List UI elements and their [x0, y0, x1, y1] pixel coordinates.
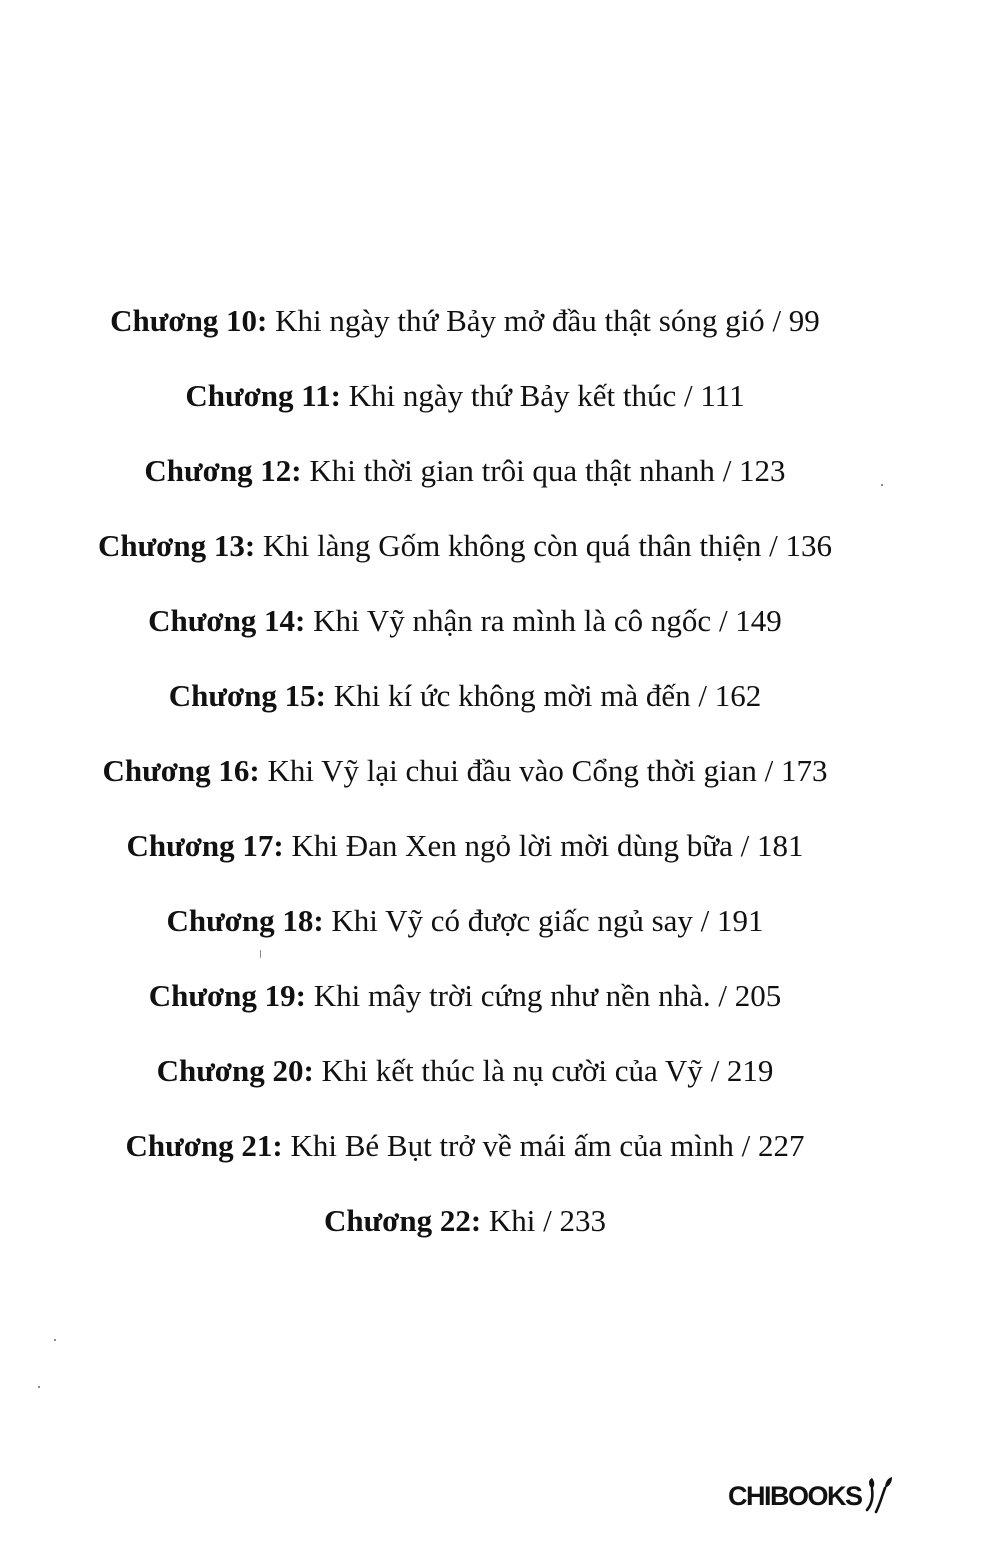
scan-speck [881, 484, 883, 486]
chapter-page: / 191 [700, 903, 764, 938]
chapter-label: Chương 12: [144, 453, 302, 488]
chapter-page: / 205 [718, 978, 782, 1013]
chapter-label: Chương 10: [110, 303, 268, 338]
chapter-page: / 123 [722, 453, 786, 488]
chapter-label: Chương 14: [148, 603, 306, 638]
chapter-page: / 181 [740, 828, 804, 863]
chapter-title: Khi ngày thứ Bảy kết thúc [348, 378, 677, 413]
chapter-page: / 149 [718, 603, 782, 638]
toc-entry-15 [0, 671, 930, 746]
scan-speck [54, 1339, 56, 1341]
chapter-label: Chương 11: [185, 378, 341, 413]
chapter-label: Chương 22: [323, 1203, 482, 1238]
scan-speck [38, 1386, 40, 1388]
chapter-title: Khi Bé Bụt trở về mái ấm của mình [290, 1128, 734, 1163]
toc-entry-18 [0, 896, 930, 971]
chapter-page: / 227 [741, 1128, 805, 1163]
toc-entry-22 [0, 1196, 930, 1271]
chapter-page: / 233 [543, 1203, 607, 1238]
chapter-label: Chương 21: [125, 1128, 283, 1163]
chapter-title: Khi kết thúc là nụ cười của Vỹ [321, 1053, 703, 1088]
toc-entry-19 [0, 971, 930, 1046]
chapter-title: Khi làng Gốm không còn quá thân thiện [262, 528, 762, 563]
chapter-label: Chương 17: [126, 828, 284, 863]
chapter-page: / 219 [710, 1053, 774, 1088]
toc-entry-10 [0, 296, 930, 371]
toc-entry-13 [0, 521, 930, 596]
chapter-label: Chương 19: [148, 978, 306, 1013]
toc-entry-21 [0, 1121, 930, 1196]
leaf-sprout-icon [863, 1476, 893, 1516]
scan-speck [260, 950, 261, 958]
toc-entry-12 [0, 446, 930, 521]
chapter-title: Khi thời gian trôi qua thật nhanh [309, 453, 715, 488]
chapter-page: / 136 [769, 528, 833, 563]
chapter-label: Chương 20: [156, 1053, 314, 1088]
chapter-label: Chương 18: [166, 903, 324, 938]
publisher-logo-text: CHIBOOKS [728, 1480, 862, 1511]
chapter-title: Khi ngày thứ Bảy mở đầu thật sóng gió [275, 303, 765, 338]
chapter-title: Khi Vỹ có được giấc ngủ say [331, 903, 693, 938]
chapter-page: / 162 [698, 678, 762, 713]
chapter-title: Khi Đan Xen ngỏ lời mời dùng bữa [291, 828, 733, 863]
toc-entry-20 [0, 1046, 930, 1121]
toc-entry-16 [0, 746, 930, 821]
chapter-label: Chương 16: [102, 753, 260, 788]
chapter-title: Khi Vỹ lại chui đầu vào Cổng thời gian [267, 753, 757, 788]
chapter-title: Khi [488, 1203, 536, 1238]
chapter-title: Khi Vỹ nhận ra mình là cô ngốc [313, 603, 712, 638]
chapter-title: Khi mây trời cứng như nền nhà. [313, 978, 711, 1013]
chapter-label: Chương 15: [168, 678, 326, 713]
table-of-contents [0, 296, 930, 1271]
chapter-page: / 99 [772, 303, 820, 338]
toc-entry-14 [0, 596, 930, 671]
toc-entry-11 [0, 371, 930, 446]
publisher-logo [728, 1474, 893, 1518]
toc-entry-17 [0, 821, 930, 896]
chapter-label: Chương 13: [97, 528, 256, 563]
chapter-page: / 111 [684, 378, 745, 413]
chapter-title: Khi kí ức không mời mà đến [333, 678, 691, 713]
chapter-page: / 173 [764, 753, 828, 788]
